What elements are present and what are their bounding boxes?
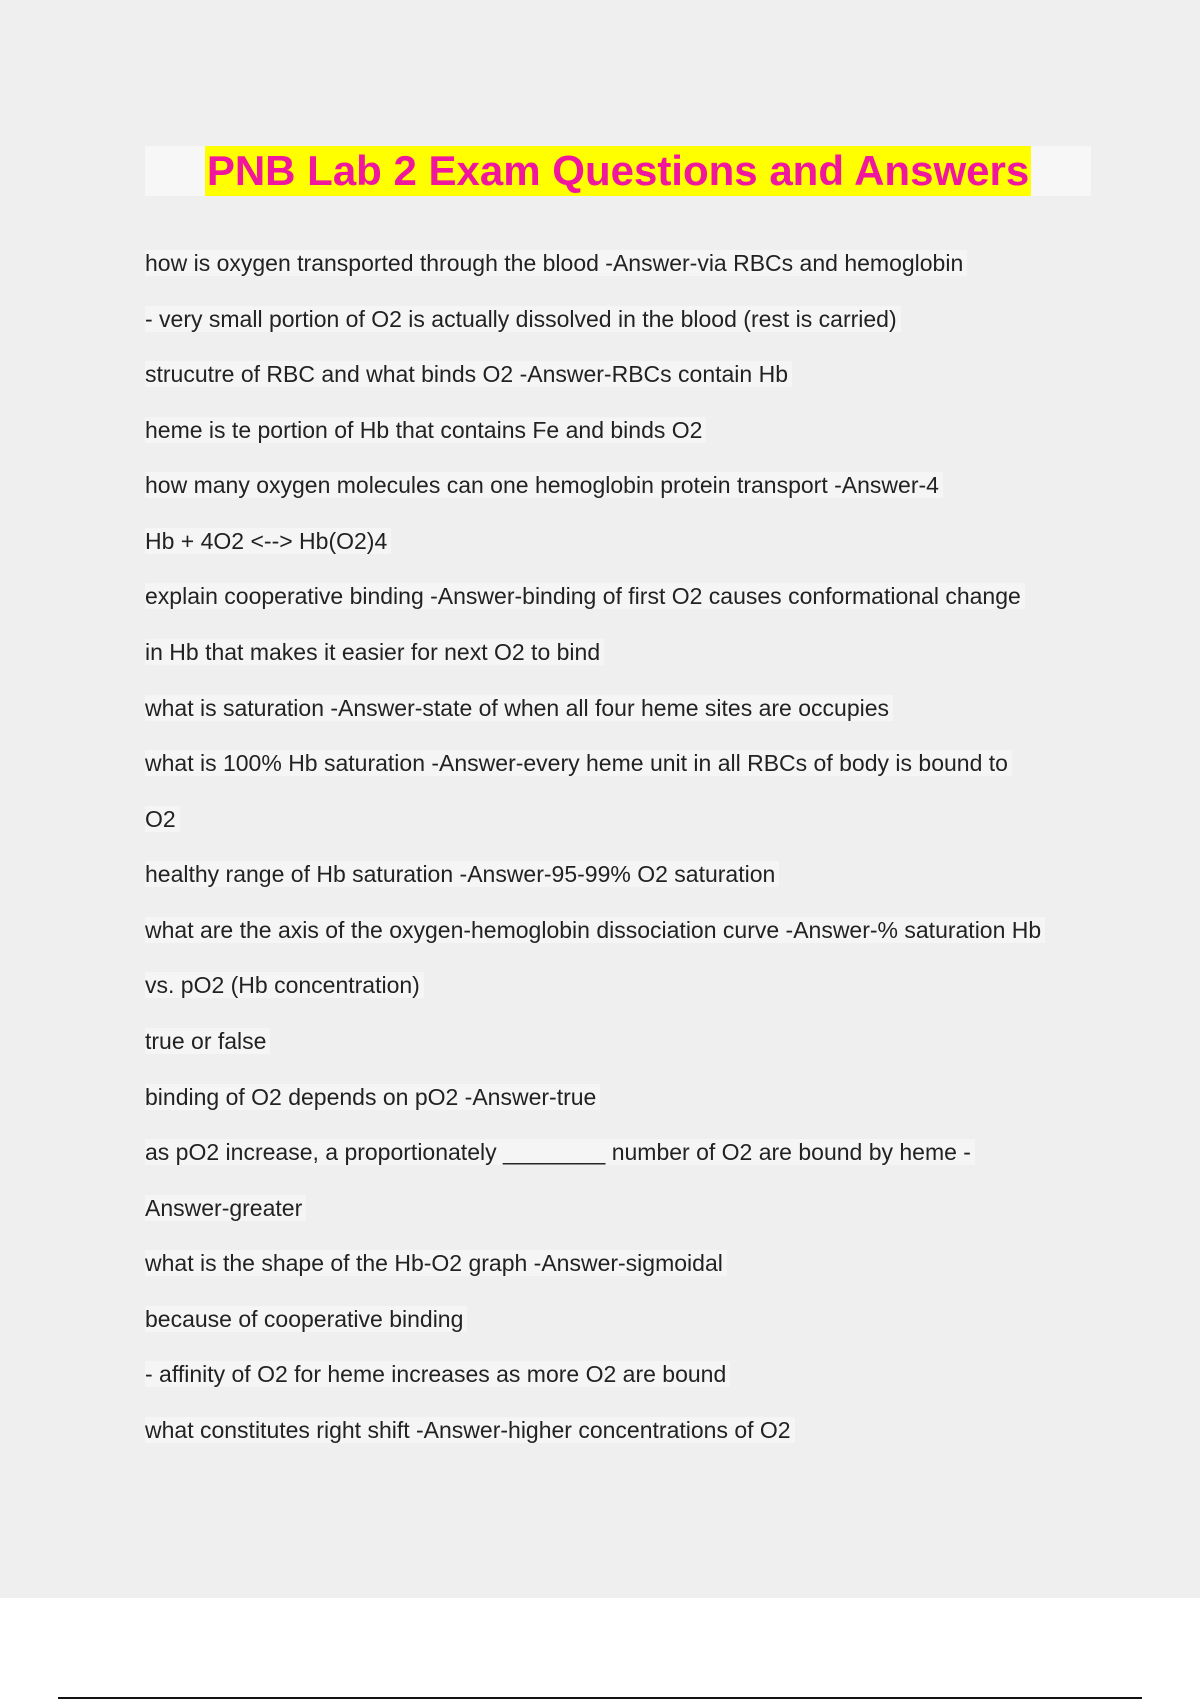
text-line: how is oxygen transported through the blood -Answer-via RBCs and hemoglobin <box>145 248 967 278</box>
text-line: - affinity of O2 for heme increases as more O2 are bound <box>145 1359 730 1389</box>
text-line: explain cooperative binding -Answer-binding of first O2 causes conformational change <box>145 581 1025 611</box>
text-line: O2 <box>145 804 180 834</box>
text-line: what constitutes right shift -Answer-higher concentrations of O2 <box>145 1415 795 1445</box>
document-title: PNB Lab 2 Exam Questions and Answers <box>206 147 1030 194</box>
text-line: what is the shape of the Hb-O2 graph -Answer-sigmoidal <box>145 1248 727 1278</box>
text-line: how many oxygen molecules can one hemoglobin protein transport -Answer-4 <box>145 470 943 500</box>
text-line: vs. pO2 (Hb concentration) <box>145 970 424 1000</box>
title-banner <box>145 146 1091 196</box>
text-line: Hb + 4O2 <--> Hb(O2)4 <box>145 526 391 556</box>
text-line: - very small portion of O2 is actually dissolved in the blood (rest is carried) <box>145 304 901 334</box>
text-line: what is 100% Hb saturation -Answer-every heme unit in all RBCs of body is bound to <box>145 748 1012 778</box>
text-line: in Hb that makes it easier for next O2 to bind <box>145 637 604 667</box>
text-line: Answer-greater <box>145 1193 306 1223</box>
text-line: heme is te portion of Hb that contains Fe and binds O2 <box>145 415 706 445</box>
text-line: healthy range of Hb saturation -Answer-95-99% O2 saturation <box>145 859 779 889</box>
text-line: because of cooperative binding <box>145 1304 467 1334</box>
text-line: strucutre of RBC and what binds O2 -Answer-RBCs contain Hb <box>145 359 792 389</box>
text-line: binding of O2 depends on pO2 -Answer-true <box>145 1082 600 1112</box>
text-line: what is saturation -Answer-state of when all four heme sites are occupies <box>145 693 893 723</box>
text-line: true or false <box>145 1026 270 1056</box>
text-line: as pO2 increase, a proportionately ________ number of O2 are bound by heme - <box>145 1137 975 1167</box>
text-line: what are the axis of the oxygen-hemoglobin dissociation curve -Answer-% saturation Hb <box>145 915 1045 945</box>
footer-divider <box>58 1697 1142 1699</box>
